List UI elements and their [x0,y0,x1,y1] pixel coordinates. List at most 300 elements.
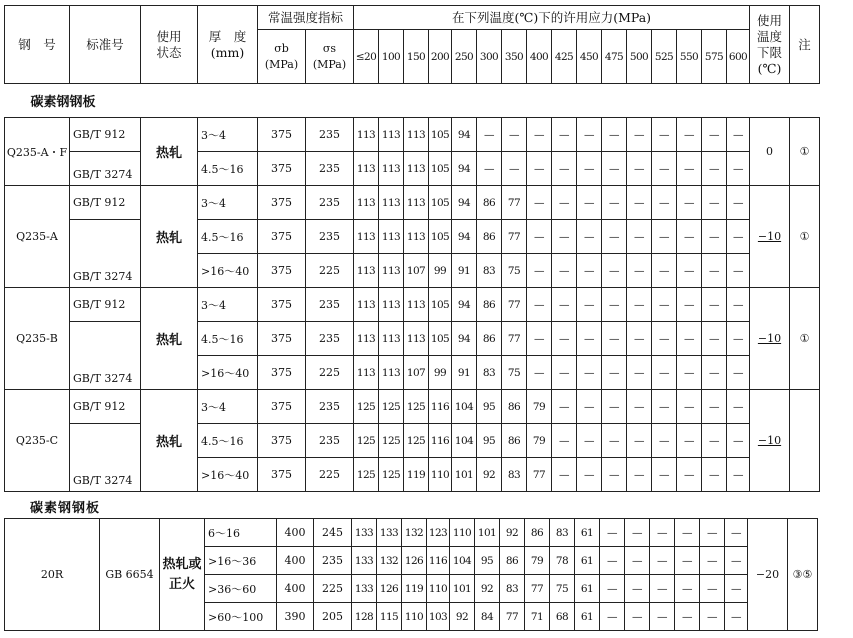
header-temp-3: 200 [429,30,452,84]
stress-value: — [600,547,625,575]
stress-value: — [650,603,675,631]
steel-grade: Q235-A・F [5,118,70,186]
sigma-b-unit: (MPa) [264,57,299,71]
stress-value: 77 [500,603,525,631]
stress-value: — [627,288,652,322]
sigma-s-value: 235 [306,152,354,186]
stress-value: — [677,288,702,322]
stress-value: — [675,603,700,631]
stress-value: — [725,603,748,631]
table-row [5,152,820,186]
stress-value: — [477,152,502,186]
header-temp-1: 100 [379,30,404,84]
stress-value: 101 [452,458,477,492]
sigma-s-value: 225 [306,356,354,390]
sigma-b-value: 375 [258,220,306,254]
header-state: 使用状态 [141,6,198,84]
stress-value: — [552,254,577,288]
stress-value: — [602,356,627,390]
stress-value: — [727,458,750,492]
stress-value: 113 [379,118,404,152]
stress-value: 126 [377,575,402,603]
stress-value: 104 [452,424,477,458]
stress-value: 133 [352,575,377,603]
stress-value: 61 [575,575,600,603]
stress-value: — [650,519,675,547]
stress-value: 104 [452,390,477,424]
standard-number: GB/T 3274 [70,220,141,288]
stress-value: — [700,603,725,631]
stress-value: — [652,322,677,356]
header-temp-12: 525 [652,30,677,84]
standard-number: GB 6654 [100,519,160,631]
stress-value: — [677,458,702,492]
stress-value: 84 [475,603,500,631]
stress-value: — [602,322,627,356]
stress-value: — [652,458,677,492]
stress-value: — [652,118,677,152]
stress-value: — [602,458,627,492]
header-temp-15: 600 [727,30,750,84]
stress-value: 113 [379,186,404,220]
stress-value: — [552,118,577,152]
stress-value: 77 [502,322,527,356]
stress-value: — [702,288,727,322]
stress-value: — [727,322,750,356]
stress-value: 125 [354,424,379,458]
stress-value: — [725,547,748,575]
stress-value: — [677,254,702,288]
stress-value: — [702,390,727,424]
thickness-cell: >16～36 [205,547,277,575]
stress-value: — [602,186,627,220]
stress-value: 103 [427,603,450,631]
stress-value: — [602,220,627,254]
stress-value: — [625,603,650,631]
stress-value: 105 [429,118,452,152]
stress-value: — [677,356,702,390]
stress-value: — [577,186,602,220]
header-temp-5: 300 [477,30,502,84]
table-row [5,424,820,458]
stress-value: 113 [354,254,379,288]
standard-number: GB/T 912 [70,288,141,322]
sigma-s-value: 235 [306,322,354,356]
stress-value: 113 [404,118,429,152]
stress-value: 77 [502,288,527,322]
stress-value: 123 [427,519,450,547]
stress-value: 77 [527,458,552,492]
header-strength: 常温强度指标 [258,6,354,30]
stress-value: 110 [450,519,475,547]
sigma-b-value: 375 [258,390,306,424]
stress-value: 101 [450,575,475,603]
stress-value: — [652,424,677,458]
standard-number: GB/T 3274 [70,152,141,186]
stress-value: — [600,519,625,547]
stress-value: — [625,547,650,575]
stress-value: 107 [404,356,429,390]
stress-value: 133 [377,519,402,547]
sigma-b-value: 375 [258,254,306,288]
stress-value: 77 [525,575,550,603]
stress-value: 133 [352,519,377,547]
stress-value: — [702,424,727,458]
steel-grade: Q235-A [5,186,70,288]
stress-value: — [502,118,527,152]
lower-limit: −20 [748,519,788,631]
usage-state: 热轧 [141,118,198,186]
stress-value: — [677,118,702,152]
sigma-b-value: 375 [258,288,306,322]
stress-value: — [702,458,727,492]
sigma-s-value: 205 [314,603,352,631]
stress-value: — [652,254,677,288]
stress-value: — [600,575,625,603]
stress-value: — [577,322,602,356]
stress-value: — [602,118,627,152]
stress-value: 99 [429,254,452,288]
stress-value: — [502,152,527,186]
thickness-cell: 3～4 [198,288,258,322]
sigma-s-unit: (MPa) [312,57,347,71]
stress-value: 83 [500,575,525,603]
thickness-cell: >16～40 [198,458,258,492]
stress-value: 110 [402,603,427,631]
stress-value: 113 [404,186,429,220]
stress-value: — [602,152,627,186]
sigma-s-value: 235 [306,390,354,424]
sigma-b-value: 375 [258,186,306,220]
stress-value: 68 [550,603,575,631]
section-title-carbon-steel: 碳素钢钢板 [5,84,820,118]
stress-value: 105 [429,322,452,356]
table-row [5,322,820,356]
stress-value: — [627,186,652,220]
stress-value: 128 [352,603,377,631]
stress-value: 113 [354,118,379,152]
stress-value: 83 [477,356,502,390]
stress-value: — [627,152,652,186]
note-mark: ① [790,186,820,288]
stress-value: 92 [477,458,502,492]
stress-value: — [675,547,700,575]
header-temp-0: ≤20 [354,30,379,84]
lower-limit: 0 [750,118,790,186]
stress-value: 113 [404,220,429,254]
stress-value: — [577,254,602,288]
stress-value: — [552,390,577,424]
stress-value: — [602,288,627,322]
stress-value: 75 [502,254,527,288]
stress-value: — [527,254,552,288]
stress-value: 132 [377,547,402,575]
standard-number: GB/T 3274 [70,424,141,492]
stress-value: — [602,254,627,288]
stress-value: — [652,186,677,220]
stress-value: — [727,390,750,424]
thickness-cell: >16～40 [198,356,258,390]
stress-value: 79 [527,390,552,424]
stress-value: — [650,547,675,575]
stress-value: — [552,424,577,458]
stress-value: 86 [477,288,502,322]
header-sigma-b [258,30,306,84]
usage-state: 热轧 [141,390,198,492]
stress-value: 101 [475,519,500,547]
standard-number: GB/T 912 [70,186,141,220]
stress-value: — [727,118,750,152]
stress-value: 86 [477,186,502,220]
stress-value: — [702,220,727,254]
sigma-s-value: 225 [306,254,354,288]
usage-state: 热轧或正火 [160,519,205,631]
thickness-cell: 6～16 [205,519,277,547]
stress-value: 91 [452,356,477,390]
stress-value: 75 [550,575,575,603]
header-temp-6: 350 [502,30,527,84]
header-steel: 钢 号 [5,6,70,84]
table-row [5,118,820,152]
steel-grade: Q235-C [5,390,70,492]
stress-value: 94 [452,152,477,186]
header-temp-8: 425 [552,30,577,84]
stress-value: 99 [429,356,452,390]
stress-value: — [625,575,650,603]
header-temp-13: 550 [677,30,702,84]
section-title-carbon-steel-2: 碳素钢钢板 [30,501,101,516]
stress-value: — [527,356,552,390]
stress-value: — [527,322,552,356]
stress-value: 116 [429,424,452,458]
header-standard: 标准号 [70,6,141,84]
stress-value: — [577,458,602,492]
stress-value: 86 [502,390,527,424]
standard-number: GB/T 912 [70,390,141,424]
stress-value: 132 [402,519,427,547]
stress-value: 116 [429,390,452,424]
stress-value: 125 [354,390,379,424]
stress-value: — [652,356,677,390]
thickness-cell: 4.5～16 [198,152,258,186]
stress-value: 113 [379,356,404,390]
stress-value: — [725,519,748,547]
stress-value: 83 [477,254,502,288]
thickness-cell: 3～4 [198,390,258,424]
stress-value: — [652,288,677,322]
stress-value: — [552,186,577,220]
stress-value: — [577,356,602,390]
stress-value: 78 [550,547,575,575]
sigma-s-value: 235 [306,118,354,152]
stress-value: — [650,575,675,603]
stress-value: — [700,519,725,547]
stress-value: — [552,220,577,254]
stress-value: — [602,424,627,458]
stress-value: — [627,458,652,492]
sigma-s-value: 235 [306,186,354,220]
stress-value: — [677,152,702,186]
stress-value: — [625,519,650,547]
stress-value: 92 [500,519,525,547]
stress-value: — [577,390,602,424]
sigma-b-value: 400 [277,575,314,603]
stress-value: 95 [475,547,500,575]
stress-value: 113 [379,220,404,254]
sigma-b-value: 400 [277,547,314,575]
stress-value: — [677,424,702,458]
stress-value: — [675,519,700,547]
stress-value: 125 [379,458,404,492]
stress-value: 61 [575,603,600,631]
note-mark: ③⑤ [788,519,818,631]
sigma-s-value: 235 [306,220,354,254]
stress-value: 113 [404,322,429,356]
stress-value: 86 [477,220,502,254]
stress-value: 113 [404,152,429,186]
sigma-b-value: 375 [258,356,306,390]
lower-limit: −10 [750,390,790,492]
stress-value: 126 [402,547,427,575]
stress-value: 86 [502,424,527,458]
stress-value: 113 [379,254,404,288]
stress-value: — [477,118,502,152]
stress-value: — [627,356,652,390]
stress-value: — [627,118,652,152]
stress-value: 92 [450,603,475,631]
stress-value: — [577,152,602,186]
stress-value: — [577,288,602,322]
sigma-s-value: 245 [314,519,352,547]
header-temp-2: 150 [404,30,429,84]
lower-limit: −10 [750,186,790,288]
stress-value: 61 [575,547,600,575]
stress-value: 113 [379,288,404,322]
header-sigma-s [306,30,354,84]
stress-value: 92 [475,575,500,603]
stress-value: — [552,356,577,390]
stress-value: — [577,118,602,152]
stress-value: 110 [429,458,452,492]
stress-value: — [702,254,727,288]
stress-table-part-2 [4,518,818,631]
stress-value: — [577,424,602,458]
sigma-b-value: 390 [277,603,314,631]
stress-value: — [725,575,748,603]
stress-value: 113 [354,220,379,254]
header-thickness [198,6,258,84]
steel-grade: Q235-B [5,288,70,390]
stress-value: — [600,603,625,631]
header-lower-limit: 使用温度下限(℃) [750,6,790,84]
stress-value: — [652,220,677,254]
stress-value: 113 [379,152,404,186]
stress-value: — [727,152,750,186]
stress-value: — [675,575,700,603]
header-temp-11: 500 [627,30,652,84]
stress-value: 113 [354,186,379,220]
stress-value: 125 [379,390,404,424]
stress-value: — [627,424,652,458]
sigma-b-value: 375 [258,152,306,186]
stress-value: — [527,288,552,322]
stress-value: — [727,254,750,288]
stress-value: — [702,322,727,356]
stress-value: — [627,390,652,424]
header-temp-4: 250 [452,30,477,84]
header-temp-7: 400 [527,30,552,84]
stress-value: 113 [354,152,379,186]
stress-value: 83 [550,519,575,547]
stress-value: 94 [452,118,477,152]
sigma-s-value: 235 [306,424,354,458]
stress-value: — [727,424,750,458]
stress-value: 91 [452,254,477,288]
sigma-b-value: 375 [258,458,306,492]
thickness-cell: 4.5～16 [198,322,258,356]
standard-number: GB/T 3274 [70,322,141,390]
usage-state: 热轧 [141,186,198,288]
stress-value: 119 [404,458,429,492]
stress-value: — [700,575,725,603]
stress-value: 119 [402,575,427,603]
stress-value: — [702,356,727,390]
stress-value: — [652,390,677,424]
stress-value: — [727,288,750,322]
stress-value: 95 [477,390,502,424]
stress-value: 125 [404,390,429,424]
stress-value: 95 [477,424,502,458]
thickness-cell: 3～4 [198,118,258,152]
stress-table-part-1 [4,5,820,492]
stress-value: — [527,152,552,186]
thickness-cell: >36～60 [205,575,277,603]
stress-value: — [702,152,727,186]
header-temp-9: 450 [577,30,602,84]
header-note: 注 [790,6,820,84]
stress-value: 115 [377,603,402,631]
stress-value: 94 [452,186,477,220]
sigma-b-value: 375 [258,424,306,458]
stress-value: — [527,186,552,220]
stress-value: 94 [452,220,477,254]
stress-value: — [702,118,727,152]
table-row [5,519,818,547]
note-mark: ① [790,118,820,186]
stress-value: 107 [404,254,429,288]
sigma-s-value: 235 [314,547,352,575]
table-row [5,186,820,220]
stress-value: — [700,547,725,575]
thickness-cell: 3～4 [198,186,258,220]
stress-value: 77 [502,220,527,254]
stress-value: — [627,254,652,288]
stress-value: — [552,458,577,492]
stress-value: 110 [427,575,450,603]
stress-value: — [652,152,677,186]
stress-value: 113 [354,322,379,356]
stress-value: — [677,390,702,424]
stress-value: 113 [354,288,379,322]
stress-value: — [727,186,750,220]
thickness-cell: >16～40 [198,254,258,288]
table-row [5,390,820,424]
stress-value: — [677,220,702,254]
stress-value: — [702,186,727,220]
note-mark [790,390,820,492]
sigma-s-symbol: σs [322,41,337,55]
stress-value: — [727,356,750,390]
